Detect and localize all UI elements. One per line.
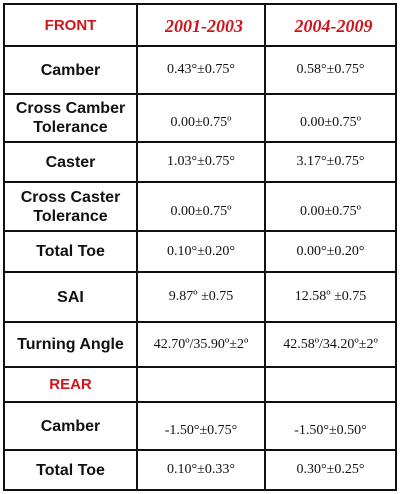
value-rear-camber-2001-2003: -1.50°±0.75°: [137, 402, 265, 450]
row-label-turning-angle: Turning Angle: [4, 322, 137, 367]
row-label-rear-camber: Camber: [4, 402, 137, 450]
row-label-sai: SAI: [4, 272, 137, 322]
value-sai-2001-2003: 9.87º ±0.75: [137, 272, 265, 322]
row-label-line: Tolerance: [33, 207, 108, 225]
row-label-caster: Caster: [4, 142, 137, 182]
table-row: [4, 182, 396, 231]
row-label-line: Tolerance: [33, 119, 108, 136]
empty-cell: [265, 367, 396, 402]
value-camber-2004-2009: 0.58°±0.75°: [265, 46, 396, 94]
value-turning-angle-2001-2003: 42.70º/35.90º±2º: [137, 322, 265, 367]
rear-header-row: [4, 367, 396, 402]
value-total-toe-2004-2009: 0.00°±0.20°: [265, 231, 396, 272]
table-row: [4, 272, 396, 322]
column-header-2004-2009: 2004-2009: [265, 4, 396, 46]
empty-cell: [137, 367, 265, 402]
row-label-total-toe: Total Toe: [4, 231, 137, 272]
table-row: [4, 322, 396, 367]
table-row: [4, 402, 396, 450]
table-row: [4, 231, 396, 272]
value-rear-total-toe-2001-2003: 0.10°±0.33°: [137, 450, 265, 490]
front-section-label: FRONT: [4, 4, 137, 46]
value-sai-2004-2009: 12.58º ±0.75: [265, 272, 396, 322]
front-header-row: [4, 4, 396, 46]
row-label-rear-total-toe: Total Toe: [4, 450, 137, 490]
value-cross-caster-2004-2009: 0.00±0.75º: [265, 182, 396, 231]
row-label-camber: Camber: [4, 46, 137, 94]
row-label-cross-camber-tolerance: [4, 94, 137, 142]
value-camber-2001-2003: 0.43°±0.75°: [137, 46, 265, 94]
column-header-2001-2003: 2001-2003: [137, 4, 265, 46]
value-caster-2001-2003: 1.03°±0.75°: [137, 142, 265, 182]
value-turning-angle-2004-2009: 42.58º/34.20º±2º: [265, 322, 396, 367]
row-label-line: Cross Caster: [20, 188, 121, 206]
value-rear-total-toe-2004-2009: 0.30°±0.25°: [265, 450, 396, 490]
table-row: [4, 94, 396, 142]
rear-section-label: REAR: [4, 367, 137, 402]
alignment-spec-table: [3, 3, 397, 491]
value-cross-camber-2004-2009: 0.00±0.75º: [265, 94, 396, 142]
value-caster-2004-2009: 3.17°±0.75°: [265, 142, 396, 182]
table-row: [4, 450, 396, 490]
row-label-line: Cross Camber: [15, 100, 126, 117]
value-cross-camber-2001-2003: 0.00±0.75º: [137, 94, 265, 142]
value-total-toe-2001-2003: 0.10°±0.20°: [137, 231, 265, 272]
row-label-cross-caster-tolerance: [4, 182, 137, 231]
table-row: [4, 46, 396, 94]
table-row: [4, 142, 396, 182]
value-cross-caster-2001-2003: 0.00±0.75º: [137, 182, 265, 231]
value-rear-camber-2004-2009: -1.50°±0.50°: [265, 402, 396, 450]
